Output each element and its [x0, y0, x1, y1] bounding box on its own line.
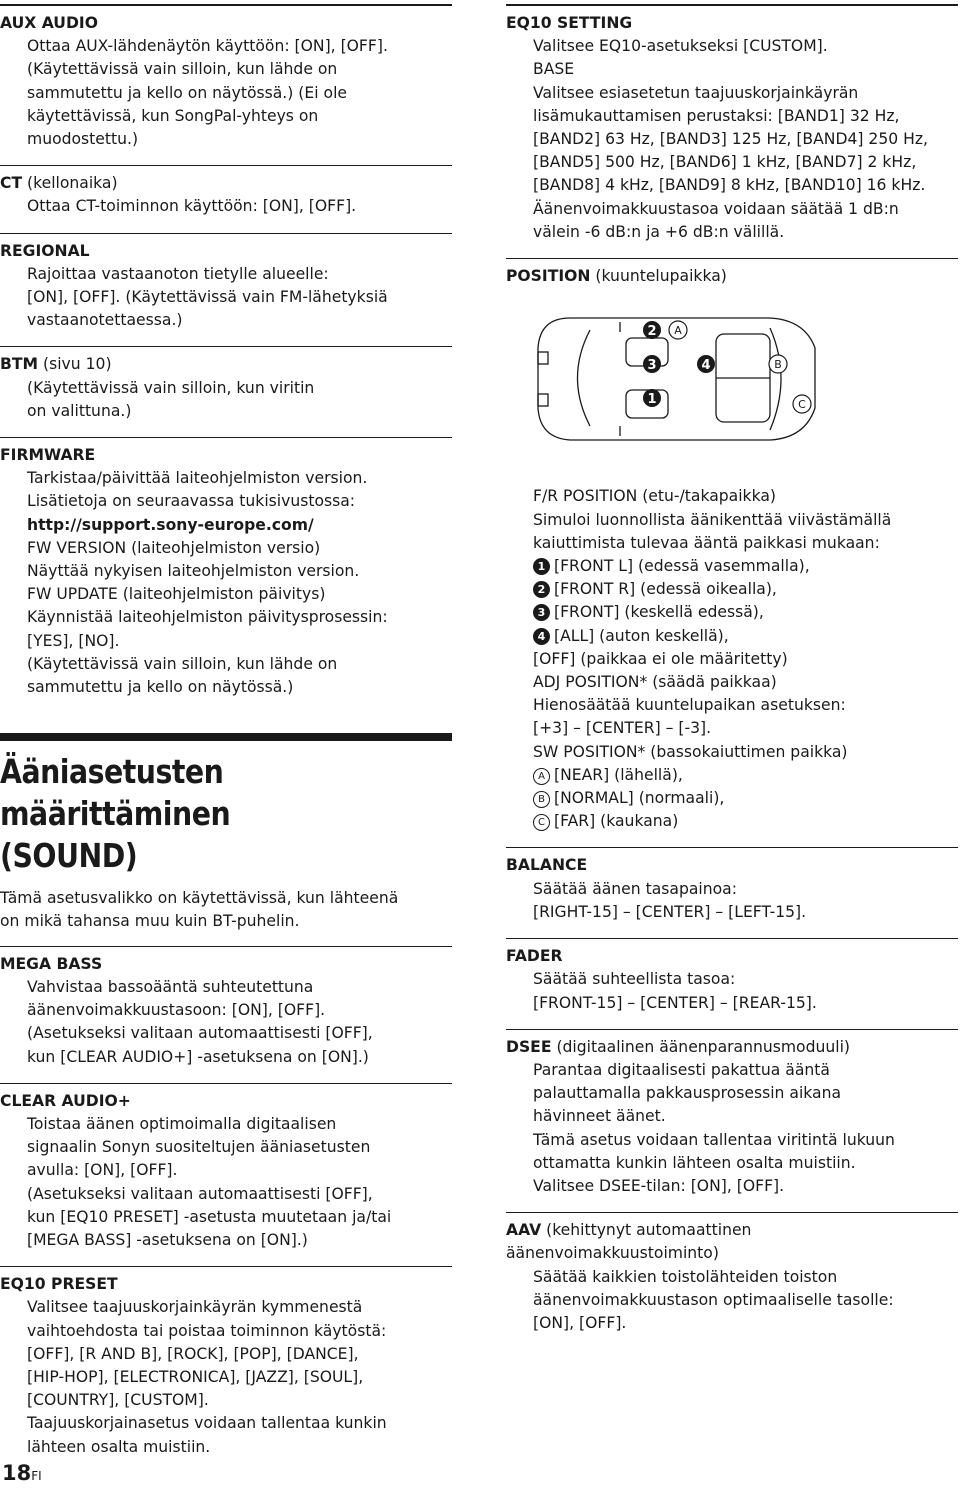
speaker-front-left	[538, 394, 548, 406]
fader-entry	[506, 938, 958, 1029]
eq10-setting-line: Valitsee EQ10-asetukseksi [CUSTOM].	[533, 37, 828, 56]
dsee-line: ottamatta kunkin lähteen osalta muistiin.	[533, 1153, 856, 1172]
fw-update-title: FW UPDATE (laiteohjelmiston päivitys)	[27, 585, 326, 604]
dsee-title: DSEE (digitaalinen äänenparannusmoduuli)	[506, 1037, 851, 1056]
eq10-preset-line: [HIP-HOP], [ELECTRONICA], [JAZZ], [SOUL],	[27, 1367, 364, 1386]
base-title: BASE	[533, 60, 575, 79]
eq10-preset-entry	[0, 1266, 452, 1473]
fw-update-line: (Käytettävissä vain silloin, kun lähde on	[27, 654, 338, 673]
windshield-line	[578, 330, 591, 426]
dsee-line: palauttamalla pakkausprosessin aikana	[533, 1084, 842, 1103]
section-intro	[0, 887, 452, 933]
eq10-preset-line: vaihtoehdosta tai poistaa toiminnon käytöstä:	[27, 1321, 387, 1340]
number-3-icon: 3	[533, 604, 550, 621]
fw-update-line: sammutettu ja kello on näytössä.)	[27, 678, 294, 697]
eq10-preset-title: EQ10 PRESET	[0, 1275, 118, 1294]
position-entry	[506, 258, 958, 847]
balance-entry	[506, 847, 958, 938]
base-line: [BAND5] 500 Hz, [BAND6] 1 kHz, [BAND7] 2 kHz,	[533, 153, 917, 172]
marker-c-label: C	[798, 398, 806, 412]
sw-position-title: SW POSITION* (bassokaiuttimen paikka)	[533, 742, 848, 761]
base-line: [BAND8] 4 kHz, [BAND9] 8 kHz, [BAND10] 16 kHz.	[533, 176, 926, 195]
section-title	[0, 751, 447, 877]
fr-off-option: [OFF] (paikkaa ei ole määritetty)	[533, 649, 788, 668]
fw-update-line: [YES], [NO].	[27, 631, 120, 650]
fr-position-title: F/R POSITION (etu-/takapaikka)	[533, 487, 776, 506]
clear-audio-line: Toistaa äänen optimoimalla digitaalisen	[27, 1114, 337, 1133]
ct-entry	[0, 165, 452, 232]
clear-audio-line: signaalin Sonyn suositeltujen ääniasetusten	[27, 1138, 371, 1157]
number-4-icon: 4	[533, 628, 550, 645]
eq10-preset-line: [OFF], [R AND B], [ROCK], [POP], [DANCE],	[27, 1344, 359, 1363]
mega-bass-line: Vahvistaa bassoääntä suhteutettuna	[27, 977, 314, 996]
intro-line: on mikä tahansa muu kuin BT-puhelin.	[0, 912, 300, 931]
number-2-icon: 2	[533, 581, 550, 598]
btm-line: (Käytettävissä vain silloin, kun viritin	[27, 378, 315, 397]
letter-b-icon: B	[533, 791, 550, 808]
fw-update-line: Käynnistää laiteohjelmiston päivitysprosessin:	[27, 608, 388, 627]
firmware-title: FIRMWARE	[0, 446, 96, 465]
section-divider-bar	[0, 733, 452, 741]
balance-line: Säätää äänen tasapainoa:	[533, 879, 737, 898]
marker-3-label: 3	[647, 358, 657, 374]
mega-bass-entry	[0, 946, 452, 1083]
aux-audio-line: käytettävissä, kun SongPal-yhteys on	[27, 106, 319, 125]
eq10-preset-line: Valitsee taajuuskorjainkäyrän kymmenestä	[27, 1298, 363, 1317]
aux-audio-line: sammutettu ja kello on näytössä.) (Ei ole	[27, 83, 347, 102]
fr-option: 3 [FRONT] (keskellä edessä),	[506, 601, 958, 624]
regional-line: vastaanotettaessa.)	[27, 311, 183, 330]
eq10-preset-line: Taajuuskorjainasetus voidaan tallentaa kunkin	[27, 1414, 387, 1433]
eq10-preset-line: lähteen osalta muistiin.	[27, 1437, 211, 1456]
balance-line: [RIGHT-15] – [CENTER] – [LEFT-15].	[533, 902, 807, 921]
aav-title-cont: äänenvoimakkuustoiminto)	[506, 1244, 719, 1263]
sw-option: B [NORMAL] (normaali),	[506, 787, 958, 810]
aux-audio-entry	[0, 4, 452, 165]
base-line: Valitsee esiasetetun taajuuskorjainkäyrän	[533, 83, 859, 102]
firmware-line: Tarkistaa/päivittää laiteohjelmiston version.	[27, 469, 368, 488]
btm-title: BTM (sivu 10)	[0, 355, 112, 374]
aav-line: [ON], [OFF].	[533, 1313, 627, 1332]
intro-line: Tämä asetusvalikko on käytettävissä, kun lähteenä	[0, 889, 399, 908]
marker-1-label: 1	[647, 392, 657, 408]
eq10-setting-title: EQ10 SETTING	[506, 14, 633, 32]
letter-c-icon: C	[533, 814, 550, 831]
fr-option: 4 [ALL] (auton keskellä),	[506, 625, 958, 648]
sw-option: A [NEAR] (lähellä),	[506, 764, 958, 787]
sw-option: C [FAR] (kaukana)	[506, 810, 958, 833]
dsee-line: Parantaa digitaalisesti pakattua ääntä	[533, 1060, 830, 1079]
mega-bass-line: äänenvoimakkuustasoon: [ON], [OFF].	[27, 1001, 326, 1020]
fader-title: FADER	[506, 947, 563, 966]
section-title-line: (SOUND)	[0, 836, 138, 876]
regional-entry	[0, 233, 452, 347]
ct-line: Ottaa CT-toiminnon käyttöön: [ON], [OFF].	[27, 197, 357, 216]
support-url-link[interactable]: http://support.sony-europe.com/	[27, 515, 314, 534]
section-title-line: Ääniasetusten määrittäminen	[0, 752, 231, 834]
position-title: POSITION (kuuntelupaikka)	[506, 267, 727, 286]
aux-audio-title: AUX AUDIO	[0, 14, 98, 32]
marker-2-label: 2	[647, 324, 657, 340]
marker-4-label: 4	[701, 358, 711, 374]
base-line: [BAND2] 63 Hz, [BAND3] 125 Hz, [BAND4] 250 Hz,	[533, 130, 929, 149]
fw-version-title: FW VERSION (laiteohjelmiston versio)	[27, 538, 321, 557]
aav-line: äänenvoimakkuustason optimaaliselle tasolle:	[533, 1290, 894, 1309]
aav-entry	[506, 1212, 958, 1349]
dsee-line: Valitsee DSEE-tilan: [ON], [OFF].	[533, 1176, 785, 1195]
letter-a-icon: A	[533, 768, 550, 785]
adj-position-title: ADJ POSITION* (säädä paikkaa)	[533, 673, 777, 692]
base-line: lisämukauttamisen perustaksi: [BAND1] 32 Hz,	[533, 106, 900, 125]
eq10-setting-entry	[506, 4, 958, 258]
aux-audio-line: Ottaa AUX-lähdenäytön käyttöön: [ON], [OFF].	[27, 37, 388, 56]
aux-audio-line: muodostettu.)	[27, 130, 139, 149]
right-column	[506, 4, 958, 1349]
aav-line: Säätää kaikkien toistolähteiden toiston	[533, 1267, 838, 1286]
firmware-line: Lisätietoja on seuraavassa tukisivustossa:	[27, 492, 356, 511]
page-number: 18FI	[2, 1461, 42, 1485]
adj-position-line: [+3] – [CENTER] – [-3].	[533, 719, 712, 738]
mega-bass-line: (Asetukseksi valitaan automaattisesti [OFF],	[27, 1024, 373, 1043]
fw-version-line: Näyttää nykyisen laiteohjelmiston version.	[27, 562, 360, 581]
base-line: välein -6 dB:n ja +6 dB:n välillä.	[533, 222, 785, 241]
adj-position-line: Hienosäätää kuuntelupaikan asetuksen:	[533, 696, 846, 715]
marker-a-label: A	[674, 324, 682, 338]
regional-title: REGIONAL	[0, 241, 90, 260]
fr-option: 1 [FRONT L] (edessä vasemmalla),	[506, 555, 958, 578]
car-seat-diagram	[530, 298, 830, 458]
rear-window-line	[770, 328, 781, 430]
dsee-line: Tämä asetus voidaan tallentaa viritintä lukuun	[533, 1130, 895, 1149]
clear-audio-line: [MEGA BASS] -asetuksena on [ON].)	[27, 1230, 308, 1249]
aux-audio-line: (Käytettävissä vain silloin, kun lähde on	[27, 60, 338, 79]
mega-bass-title: MEGA BASS	[0, 954, 103, 973]
fr-position-line: Simuloi luonnollista äänikenttää viivästämällä	[533, 510, 892, 529]
dsee-line: hävinneet äänet.	[533, 1107, 666, 1126]
base-line: Äänenvoimakkuustasoa voidaan säätää 1 dB:n	[533, 199, 899, 218]
speaker-front-right	[538, 352, 548, 364]
eq10-preset-line: [COUNTRY], [CUSTOM].	[27, 1391, 209, 1410]
regional-line: [ON], [OFF]. (Käytettävissä vain FM-lähetyksiä	[27, 288, 388, 307]
clear-audio-line: (Asetukseksi valitaan automaattisesti [OFF],	[27, 1184, 373, 1203]
dsee-entry	[506, 1029, 958, 1212]
fr-position-line: kaiuttimista tulevaa ääntä paikkasi mukaan:	[533, 533, 880, 552]
balance-title: BALANCE	[506, 856, 588, 875]
firmware-entry	[0, 437, 452, 713]
fader-line: Säätää suhteellista tasoa:	[533, 970, 736, 989]
left-column	[0, 4, 452, 1473]
clear-audio-line: avulla: [ON], [OFF].	[27, 1161, 178, 1180]
aav-title: AAV (kehittynyt automaattinen	[506, 1221, 752, 1240]
mega-bass-line: kun [CLEAR AUDIO+] -asetuksena on [ON].)	[27, 1047, 369, 1066]
clear-audio-entry	[0, 1083, 452, 1266]
fader-line: [FRONT-15] – [CENTER] – [REAR-15].	[533, 993, 817, 1012]
number-1-icon: 1	[533, 558, 550, 575]
btm-line: on valittuna.)	[27, 401, 132, 420]
btm-entry	[0, 346, 452, 437]
regional-line: Rajoittaa vastaanoton tietylle alueelle:	[27, 264, 329, 283]
fr-option: 2 [FRONT R] (edessä oikealla),	[506, 578, 958, 601]
marker-b-label: B	[774, 358, 782, 372]
clear-audio-title: CLEAR AUDIO+	[0, 1091, 131, 1110]
clear-audio-line: kun [EQ10 PRESET] -asetusta muutetaan ja/tai	[27, 1207, 392, 1226]
ct-title: CT (kellonaika)	[0, 174, 118, 193]
